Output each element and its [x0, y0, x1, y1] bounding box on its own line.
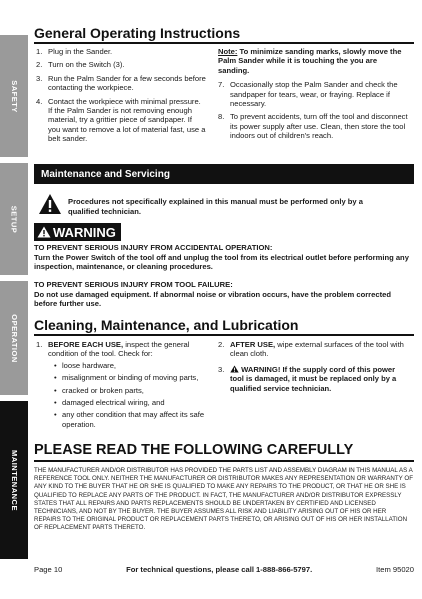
step-number: 7. [218, 80, 225, 90]
warning-badge [34, 223, 121, 241]
legal-disclaimer: THE MANUFACTURER AND/OR DISTRIBUTOR HAS PROVIDED THE PARTS LIST AND ASSEMBLY DIAGRAM IN THIS MANUAL AS A REFERENCE TOOL ONLY. NEITHER THE MANUFACTURER OR DISTRIBUTOR MAKES ANY REPRESENTATION OR WARRANTY OF ANY KIND TO THE BUYER THAT HE OR SHE IS QUALIFIED TO MAKE ANY REPAIRS TO THE PRODUCT, OR THAT HE OR SHE IS QUALIFIED TO REPLACE ANY PARTS OF THE PRODUCT. IN FACT, THE MANUFACTURER AND/OR DISTRIBUTOR EXPRESSLY STATES THAT ALL REPAIRS AND PARTS REPLACEMENTS SHOULD BE UNDERTAKEN BY CERTIFIED AND LICENSED TECHNICIANS, AND NOT BY THE BUYER. THE BUYER ASSUMES ALL RISK AND LIABILITY ARISING OUT OF HIS OR HER REPAIRS TO THE ORIGINAL PRODUCT OR REPLACEMENT PARTS THERETO, OR ARISING OUT OF HIS OR HER INSTALLATION OF REPLACEMENT PARTS THERETO. [34, 467, 413, 532]
page-footer [34, 565, 414, 574]
operating-step [36, 47, 206, 56]
step-number: 3. [36, 73, 43, 83]
section-divider [34, 460, 414, 462]
list-item: • loose hardware, [62, 361, 208, 370]
note-label: Note: [218, 47, 238, 56]
step-text: wipe external surfaces of the tool with clean cloth. [230, 340, 404, 359]
cleaning-left-column [36, 340, 208, 436]
step-text: Turn on the Switch (3). [48, 60, 125, 70]
step-number: 2. [36, 60, 43, 70]
cleaning-step [218, 365, 406, 393]
step-text: WARNING! If the supply cord of this power tool is damaged, it must be replaced only by a qualified service technician. [230, 364, 397, 393]
procedures-warning-text: Procedures not specifically explained in this manual must be performed only by a qualified technician. [68, 197, 363, 216]
operating-steps-right [218, 47, 408, 145]
list-item: • damaged electrical wiring, and [62, 398, 208, 407]
accidental-operation-text: Turn the Power Switch of the tool off and unplug the tool from its electrical outlet before performing any inspection, maintenance, or cleaning procedures. [34, 252, 409, 272]
list-item: • cracked or broken parts, [62, 386, 208, 395]
step-text: To prevent accidents, turn off the tool and disconnect its power supply after use. Clean, then store the tool indoors out of children's reach. [230, 112, 408, 141]
tool-failure-text: Do not use damaged equipment. If abnormal noise or vibration occurs, have the problem corrected before further use. [34, 289, 391, 309]
warning-triangle-icon [38, 193, 62, 215]
section-divider [34, 334, 414, 336]
cleaning-step [36, 340, 208, 432]
tool-failure-block [34, 280, 414, 309]
cleaning-step [218, 340, 406, 359]
side-tab-operation [0, 281, 28, 395]
operating-step [218, 80, 408, 108]
tool-failure-heading: TO PREVENT SERIOUS INJURY FROM TOOL FAILURE: [34, 280, 233, 289]
maintenance-servicing-bar [34, 164, 414, 184]
operating-step [36, 60, 206, 69]
step-text: Contact the workpiece with minimal pressure. If the Palm Sander is not removing enough material, try a grittier piece of sandpaper. If you want to remove a lot of material fast, use a belt sander. [48, 96, 206, 144]
step-number: 1. [36, 340, 43, 349]
side-tab-maintenance [0, 401, 28, 559]
warning-triangle-icon [230, 365, 239, 373]
cleaning-right-column [218, 340, 406, 397]
section-divider [34, 42, 414, 44]
inspection-checklist [48, 361, 208, 429]
accidental-operation-heading: TO PREVENT SERIOUS INJURY FROM ACCIDENTAL OPERATION: [34, 243, 273, 252]
accidental-operation-block [34, 243, 414, 272]
step-number: 4. [36, 96, 43, 106]
side-tab-label: SETUP [9, 205, 19, 233]
step-number: 2. [218, 340, 225, 349]
side-tab-label: OPERATION [9, 313, 19, 363]
warning-badge-label: WARNING [53, 224, 116, 240]
step-label: BEFORE EACH USE, [48, 340, 124, 349]
step-number: 8. [218, 112, 225, 122]
step-number: 1. [36, 47, 43, 56]
step-content [230, 340, 406, 359]
technical-questions: For technical questions, please call 1-888-866-5797. [126, 565, 313, 574]
side-tab-safety [0, 35, 28, 157]
step-text: Occasionally stop the Palm Sander and check the sandpaper for tears, wear, or fraying. Replace if necessary. [230, 80, 398, 109]
list-item: • any other condition that may affect its safe operation. [62, 410, 208, 429]
step-content [48, 340, 208, 432]
step-label: AFTER USE, [230, 340, 276, 349]
side-tab-setup [0, 163, 28, 275]
warning-triangle-icon [37, 226, 51, 238]
note-text: To minimize sanding marks, slowly move the Palm Sander while it is touching the you are sanding. [218, 47, 402, 75]
section-title-please-read: PLEASE READ THE FOLLOWING CAREFULLY [34, 442, 354, 458]
section-title-cleaning: Cleaning, Maintenance, and Lubrication [34, 317, 299, 333]
side-tab-label: MAINTENANCE [9, 449, 19, 511]
side-tab-label: SAFETY [9, 79, 19, 113]
list-item: • misalignment or binding of moving parts, [62, 373, 208, 382]
operating-steps-left [36, 47, 206, 148]
bar-title: Maintenance and Servicing [41, 168, 170, 180]
section-title-general-operating: General Operating Instructions [34, 25, 241, 41]
operating-step [36, 74, 206, 93]
sanding-note [218, 47, 408, 75]
item-number: Item 95020 [376, 565, 414, 574]
step-content [230, 365, 406, 393]
step-text: Plug in the Sander. [48, 47, 113, 56]
operating-step [36, 97, 206, 144]
step-number: 3. [218, 364, 225, 374]
step-text: Run the Palm Sander for a few seconds before contacting the workpiece. [48, 73, 206, 93]
step-text: inspect the general condition of the tool. Check for: [48, 340, 190, 359]
page-number: Page 10 [34, 565, 63, 574]
operating-step [218, 112, 408, 140]
